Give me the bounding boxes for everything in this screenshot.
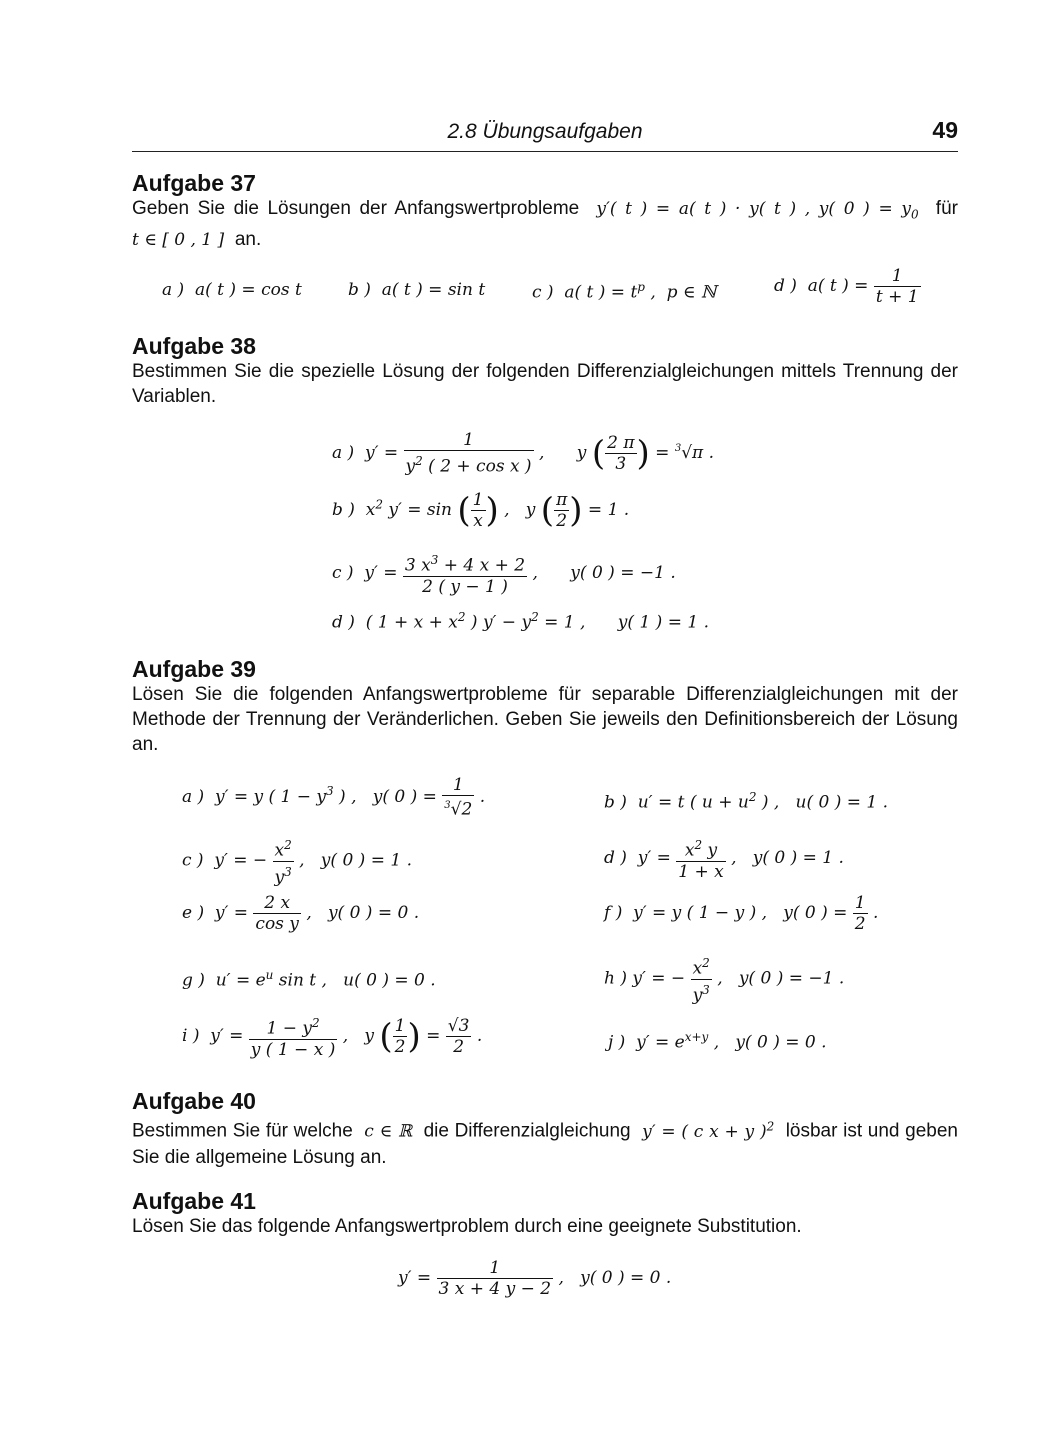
task-41 [132, 1188, 958, 1239]
task-39-item-c: c ) y′ = − $\frac{x^2}{y^3}$ , y( 0 ) = 1 . [182, 835, 412, 887]
task-38-item-c: c ) y′ = $\frac{3 x^3 + 4 x + 2}{2 ( y - 1 )}$ , y( 0 ) = −1 . [332, 550, 676, 597]
task-39-item-g: g ) $u' = e^u$ sin t , u( 0 ) = 0 . [182, 968, 436, 991]
task-title: Aufgabe 39 [132, 656, 256, 682]
task-41-formula: y′ = $\frac{1}{3 x + 4 y - 2}$ , y( 0 ) = 0 . [398, 1258, 672, 1299]
task-39-item-e: e ) y′ = $\frac{2 x}{\text{cos y}}$ , y( 0 ) = 0 . [182, 893, 420, 934]
task-39-item-i: i ) y′ = $\frac{1 - y^2}{y ( 1 - x )}$ , y ( $\frac{1}{2}$ ) = $\frac{√3}{2}$ . [182, 1013, 482, 1060]
task-37-item-a: a ) a( t ) = cos t [162, 280, 302, 300]
c-formula: c ∈ ℝ [358, 1121, 418, 1142]
task-39-item-f: f ) y′ = y ( 1 − y ) , y( 0 ) = $\frac{1}{2}$ . [604, 893, 879, 934]
task-39-item-h: h ) y′ = − $\frac{x^2}{y^3}$ , y( 0 ) = −1 . [604, 953, 844, 1005]
task-text: Lösen Sie das folgende Anfangswertproblem durch eine geeignete Substitution. [132, 1216, 802, 1237]
task-40 [132, 1088, 958, 1170]
de-formula: y′ = ( c x + y )$^2$ [636, 1119, 775, 1142]
task-38 [132, 333, 958, 409]
task-title: Aufgabe 37 [132, 170, 256, 196]
page-number: 49 [932, 117, 958, 143]
section-title: 2.8 Übungsaufgaben [447, 120, 643, 143]
interval-formula: t ∈ [ 0 , 1 ] [132, 230, 230, 251]
page-header [132, 118, 958, 152]
task-text: Lösen Sie die folgenden Anfangswertprobleme für separable Differenzialgleichungen mit der Methode der Trennung der Veränderlichen. Geben Sie jeweils den Definitionsbereich der Lösung an. [132, 684, 958, 755]
task-title: Aufgabe 40 [132, 1088, 256, 1114]
task-38-item-a: a ) y′ = $\frac{1}{y^2 ( 2 + \cos x )}$ , y ( $\frac{2 \pi}{3}$ ) = $^3$√π . [332, 430, 715, 477]
task-title: Aufgabe 38 [132, 333, 256, 359]
task-39-item-b: b ) u′ = t ( $u + u^2$ ) , u( 0 ) = 1 . [604, 790, 889, 813]
task-text: Bestimmen Sie die spezielle Lösung der folgenden Differenzialgleichungen mittels Trennung der Variablen. [132, 361, 958, 407]
task-39-item-j: j ) $y' = e^{x+y}$ , y( 0 ) = 0 . [608, 1030, 827, 1053]
task-37-item-d: d ) a( t ) = $\frac{1}{t + 1}$ [774, 266, 919, 307]
task-39 [132, 656, 958, 757]
task-37 [132, 170, 958, 253]
task-39-item-a: a ) y′ = y ( $1 - y^3$ ) , y( 0 ) = $\frac{1}{^3√2}$ . [182, 775, 486, 820]
task-38-item-b: b ) $x^2$ y′ = sin ( $\frac{1}{x}$ ) , y ( $\frac{\pi}{2}$ ) = 1 . [332, 490, 630, 531]
task-37-item-c: c ) a( t ) = $t^p$ , p ∈ ℕ [532, 280, 717, 303]
ivp-formula: y′( t ) = a( t ) · y( t ) , y( 0 ) = $y_0$ [587, 199, 919, 222]
task-text: Geben Sie die Lösungen der Anfangswertprobleme y′( t ) = a( t ) · y( t ) , y( 0 ) = $y_0$ für t ∈ [ 0 , 1 ] an. [132, 198, 958, 251]
task-37-item-b: b ) a( t ) = sin t [348, 280, 486, 300]
task-text: Bestimmen Sie für welche c ∈ ℝ die Differenzialgleichung y′ = ( c x + y )$^2$ lösbar ist und geben Sie die allgemeine Lösung an. [132, 1119, 958, 1168]
task-title: Aufgabe 41 [132, 1188, 256, 1214]
task-38-item-d: d ) ( $1 + x + x^2$ ) $y' - y^2 = 1$ , y( 1 ) = 1 . [332, 610, 709, 633]
task-39-item-d: d ) y′ = $\frac{x^2 y}{1 + x}$ , y( 0 ) = 1 . [604, 835, 844, 882]
